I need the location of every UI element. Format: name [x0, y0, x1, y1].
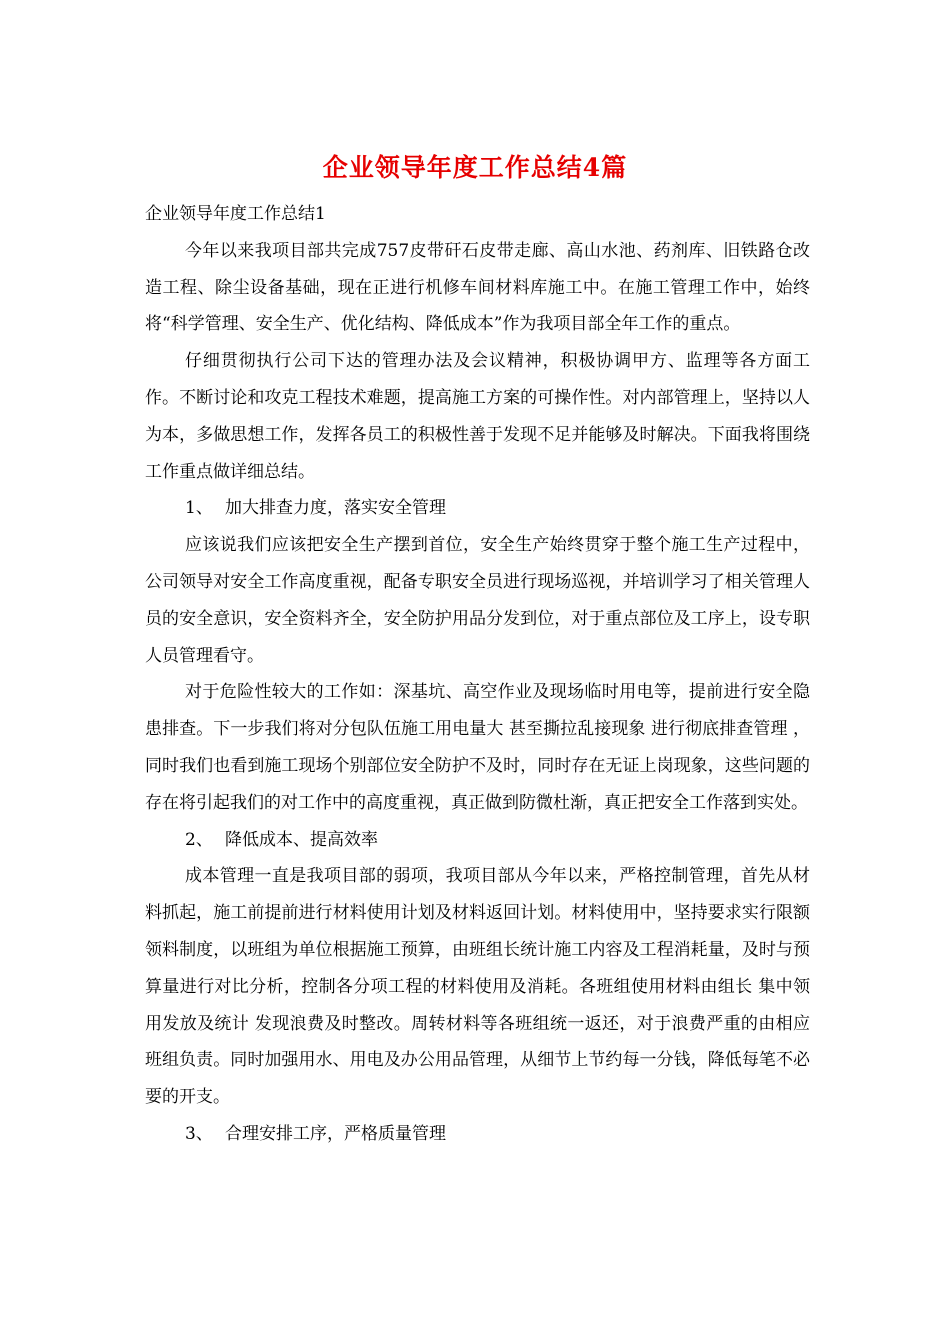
- document-body: [145, 196, 810, 1153]
- section-number: 2、: [185, 829, 213, 850]
- section-number: 1、: [185, 498, 213, 519]
- paragraph: 应该说我们应该把安全生产摆到首位，安全生产始终贯穿于整个施工生产过程中，公司领导对安全工作高度重视，配备专职安全员进行现场巡视，并培训学习了相关管理人员的安全意识，安全资料齐全，安全防护用品分发到位，对于重点部位及工序上，设专职人员管理看守。: [145, 535, 810, 666]
- section-subtitle: 企业领导年度工作总结1: [145, 204, 326, 224]
- paragraph: 对于危险性较大的工作如：深基坑、高空作业及现场临时用电等，提前进行安全隐患排查。下一步我们将对分包队伍施工用电量大 甚至撕拉乱接现象 进行彻底排查管理 ，同时我们也看到施工现场个别部位安全防护不及时，同时存在无证上岗现象，这些问题的存在将引起我们的对工作中的高度重视，真正做到防微杜渐，真正把安全工作落到实处。: [145, 682, 810, 813]
- document-title: 企业领导年度工作总结4篇: [322, 153, 628, 182]
- section-heading-text: 加大排查力度，落实安全管理: [225, 498, 446, 519]
- section-heading-text: 降低成本、提高效率: [225, 829, 378, 850]
- paragraph: 仔细贯彻执行公司下达的管理办法及会议精神，积极协调甲方、监理等各方面工作。不断讨论和攻克工程技术难题，提高施工方案的可操作性。对内部管理上，坚持以人为本，多做思想工作，发挥各员工的积极性善于发现不足并能够及时解决。下面我将围绕工作重点做详细总结。: [145, 351, 810, 482]
- section-heading: [145, 1116, 810, 1153]
- section-heading: [145, 822, 810, 859]
- section-heading: [145, 490, 810, 527]
- paragraph: 今年以来我项目部共完成757皮带矸石皮带走廊、高山水池、药剂库、旧铁路仓改造工程、除尘设备基础，现在正进行机修车间材料库施工中。在施工管理工作中，始终将“科学管理、安全生产、优化结构、降低成本”作为我项目部全年工作的重点。: [145, 240, 810, 335]
- paragraph: 成本管理一直是我项目部的弱项，我项目部从今年以来，严格控制管理，首先从材料抓起，施工前提前进行材料使用计划及材料返回计划。材料使用中，坚持要求实行限额领料制度，以班组为单位根据施工预算，由班组长统计施工内容及工程消耗量，及时与预算量进行对比分析，控制各分项工程的材料使用及消耗。各班组使用材料由组长 集中领用发放及统计 发现浪费及时整改。周转材料等各班组统一返还，对于浪费严重的由相应班组负责。同时加强用水、用电及办公用品管理，从细节上节约每一分钱，降低每笔不必要的开支。: [145, 866, 810, 1108]
- section-number: 3、: [185, 1123, 213, 1144]
- section-heading-text: 合理安排工序，严格质量管理: [225, 1123, 446, 1144]
